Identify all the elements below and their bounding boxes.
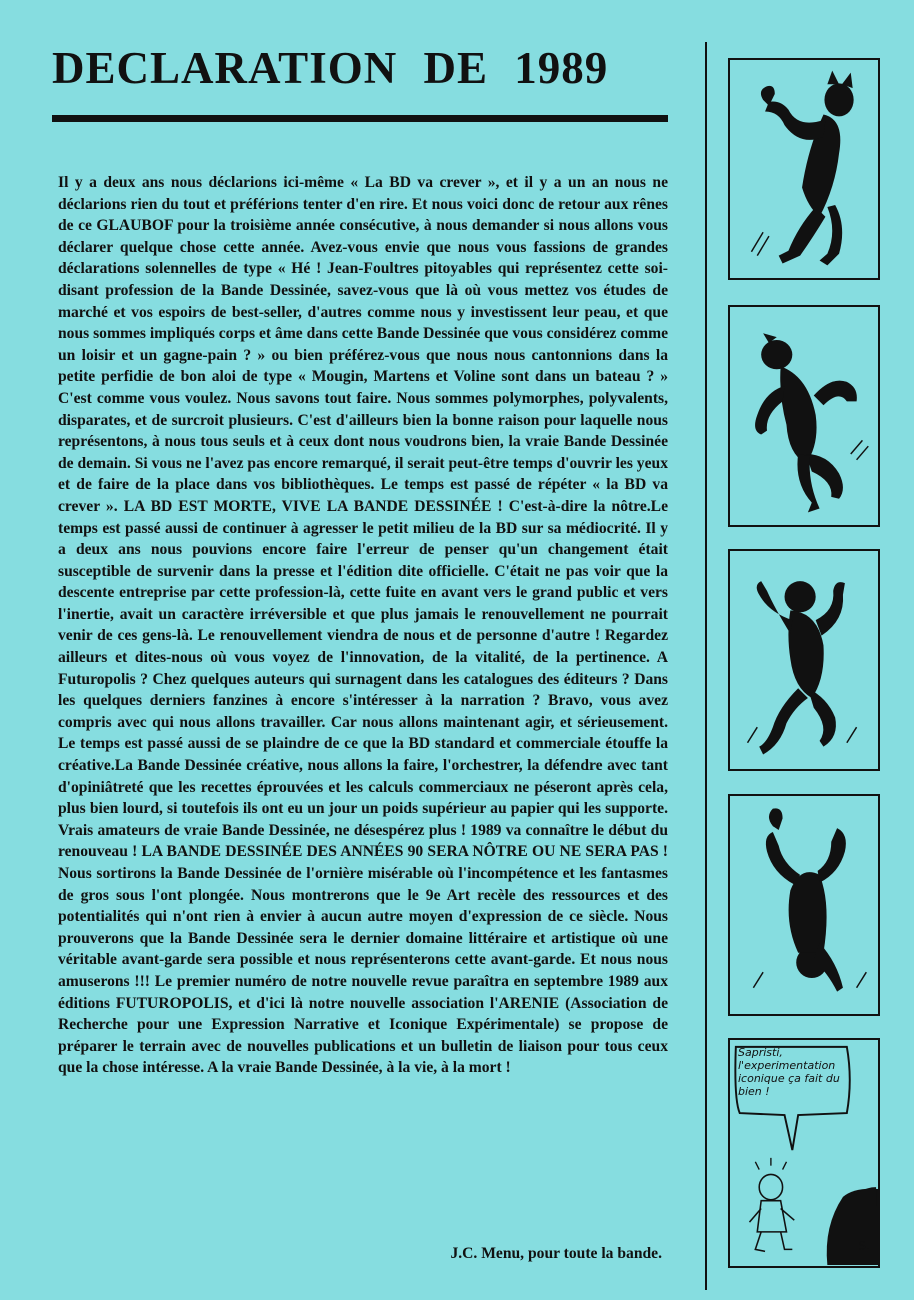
silhouette-figure-1 — [730, 60, 878, 278]
comic-panel-5 — [728, 1038, 880, 1268]
signature: J.C. Menu, pour toute la bande. — [450, 1245, 662, 1262]
column-divider — [705, 42, 707, 1290]
declaration-paragraph: Il y a deux ans nous déclarions ici-même « La BD va crever », et il y a un an nous ne déclarions rien du tout et préférions tenter d'en rire. Et nous voici donc de retour aux rênes de ce GLAUBOF pour la troisième année consécutive, à nous demander si nous allons vous déclarer quelque chose cette année. Avez-vous envie que nous vous fassions de grandes déclarations solennelles de type « Hé ! Jean-Foultres pitoyables qui représentez cette soi-disant profession de la Bande Dessinée, savez-vous que là où vous mettez vos études de marché et vos espoirs de best-seller, d'autres comme nous y investissent leur peau, et que nous sommes impliqués corps et âme dans cette Bande Dessinée que vous considérez comme un loisir et un gagne-pain ? » ou bien préférez-vous que nous nous cantonnions dans la petite perfidie de bon aloi de type « Mougin, Martens et Voline sont dans un bateau ? » C'est comme vous voulez. Nous savons tout faire. Nous sommes polymorphes, polyvalents, disparates, et de surcroit plusieurs. C'est d'ailleurs bien la bonne raison pour laquelle nous représentons, à nous tous seuls et à ceux dont nous voudrons bien, la vraie Bande Dessinée de demain. Si vous ne l'avez pas encore remarqué, il serait peut-être temps d'ouvrir les yeux et de faire de la place dans vos bibliothèques. Le temps est passé de répéter « la BD va crever ». LA BD EST MORTE, VIVE LA BANDE DESSINÉE ! C'est-à-dire la nôtre.Le temps est passé aussi de continuer à agresser le petit milieu de la BD sur sa médiocrité. Il y a deux ans nous pouvions encore faire l'erreur de penser qu'un changement était susceptible de survenir dans la presse et l'édition dite officielle. C'était ne pas voir que la descente entreprise par cette profession-là, cette fuite en avant vers le grand public et vers l'inertie, avait un caractère irréversible et que plus jamais le renouvellement ne pourrait venir de ces gens-là. Le renouvellement viendra de nous et de personne d'autre ! Regardez ailleurs et dites-nous où vous voyez de l'innovation, de la vitalité, de la pertinence. A Futuropolis ? Chez quelques auteurs qui surnagent dans les catalogues des éditeurs ? Dans les quelques derniers fanzines à encore s'intéresser à la narration ? Bravo, vous avez compris avec qui nous allons travailler. Car nous allons maintenant agir, et sérieusement. Le temps est passé aussi de se plaindre de ce que la BD standard et commerciale étouffe la créative.La Bande Dessinée créative, nous allons la faire, l'orchestrer, la défendre avec tant d'opiniâtreté que les recettes éprouvées et les calculs commerciaux ne péseront après cela, plus bien lourd, si toutefois ils ont eu un jour un poids supérieur au papier qui les supporte. Vrais amateurs de vraie Bande Dessinée, ne désespérez plus ! 1989 va connaître le début du renouveau ! LA BANDE DESSINÉE DES ANNÉES 90 SERA NÔTRE OU NE SERA PAS ! Nous sortirons la Bande Dessinée de l'ornière misérable où l'incompétence et les fantasmes de gros sous l'ont plongée. Nous montrerons que le 9e Art recèle des ressources et des potentialités qui n'ont rien à envier à aucun autre moyen d'expression de ce siècle. Nous prouverons que la Bande Dessinée sera le dernier domaine littéraire et artistique où une véritable avant-garde sera possible et nous représenterons cette avant-garde. Et nous nous amuserons !!! Le premier numéro de notre nouvelle revue paraîtra en septembre 1989 aux éditions FUTUROPOLIS, et d'ici là notre nouvelle association l'ARENIE (Association de Recherche pour une Expression Narrative et Iconique Expérimentale) se propose de préparer le terrain avec de nouvelles publications et un bulletin de liaison pour tous ceux que la chose intéresse. A la vraie Bande Dessinée, à la vie, à la mort ! — [58, 174, 668, 1077]
artist-initial: S. — [858, 1238, 870, 1253]
silhouette-figure-3 — [730, 551, 878, 769]
speech-bubble-text: Sapristi, l'experimentation iconique ça fait du bien ! — [738, 1046, 840, 1098]
comic-panel-2 — [728, 305, 880, 527]
comic-panel-3 — [728, 549, 880, 771]
page-title: DECLARATION DE 1989 — [52, 43, 609, 93]
title-underline — [52, 115, 668, 122]
comic-panel-4 — [728, 794, 880, 1016]
silhouette-figure-2 — [730, 307, 878, 525]
silhouette-figure-4 — [730, 796, 878, 1014]
declaration-text — [58, 172, 668, 1079]
comic-panel-1 — [728, 58, 880, 280]
